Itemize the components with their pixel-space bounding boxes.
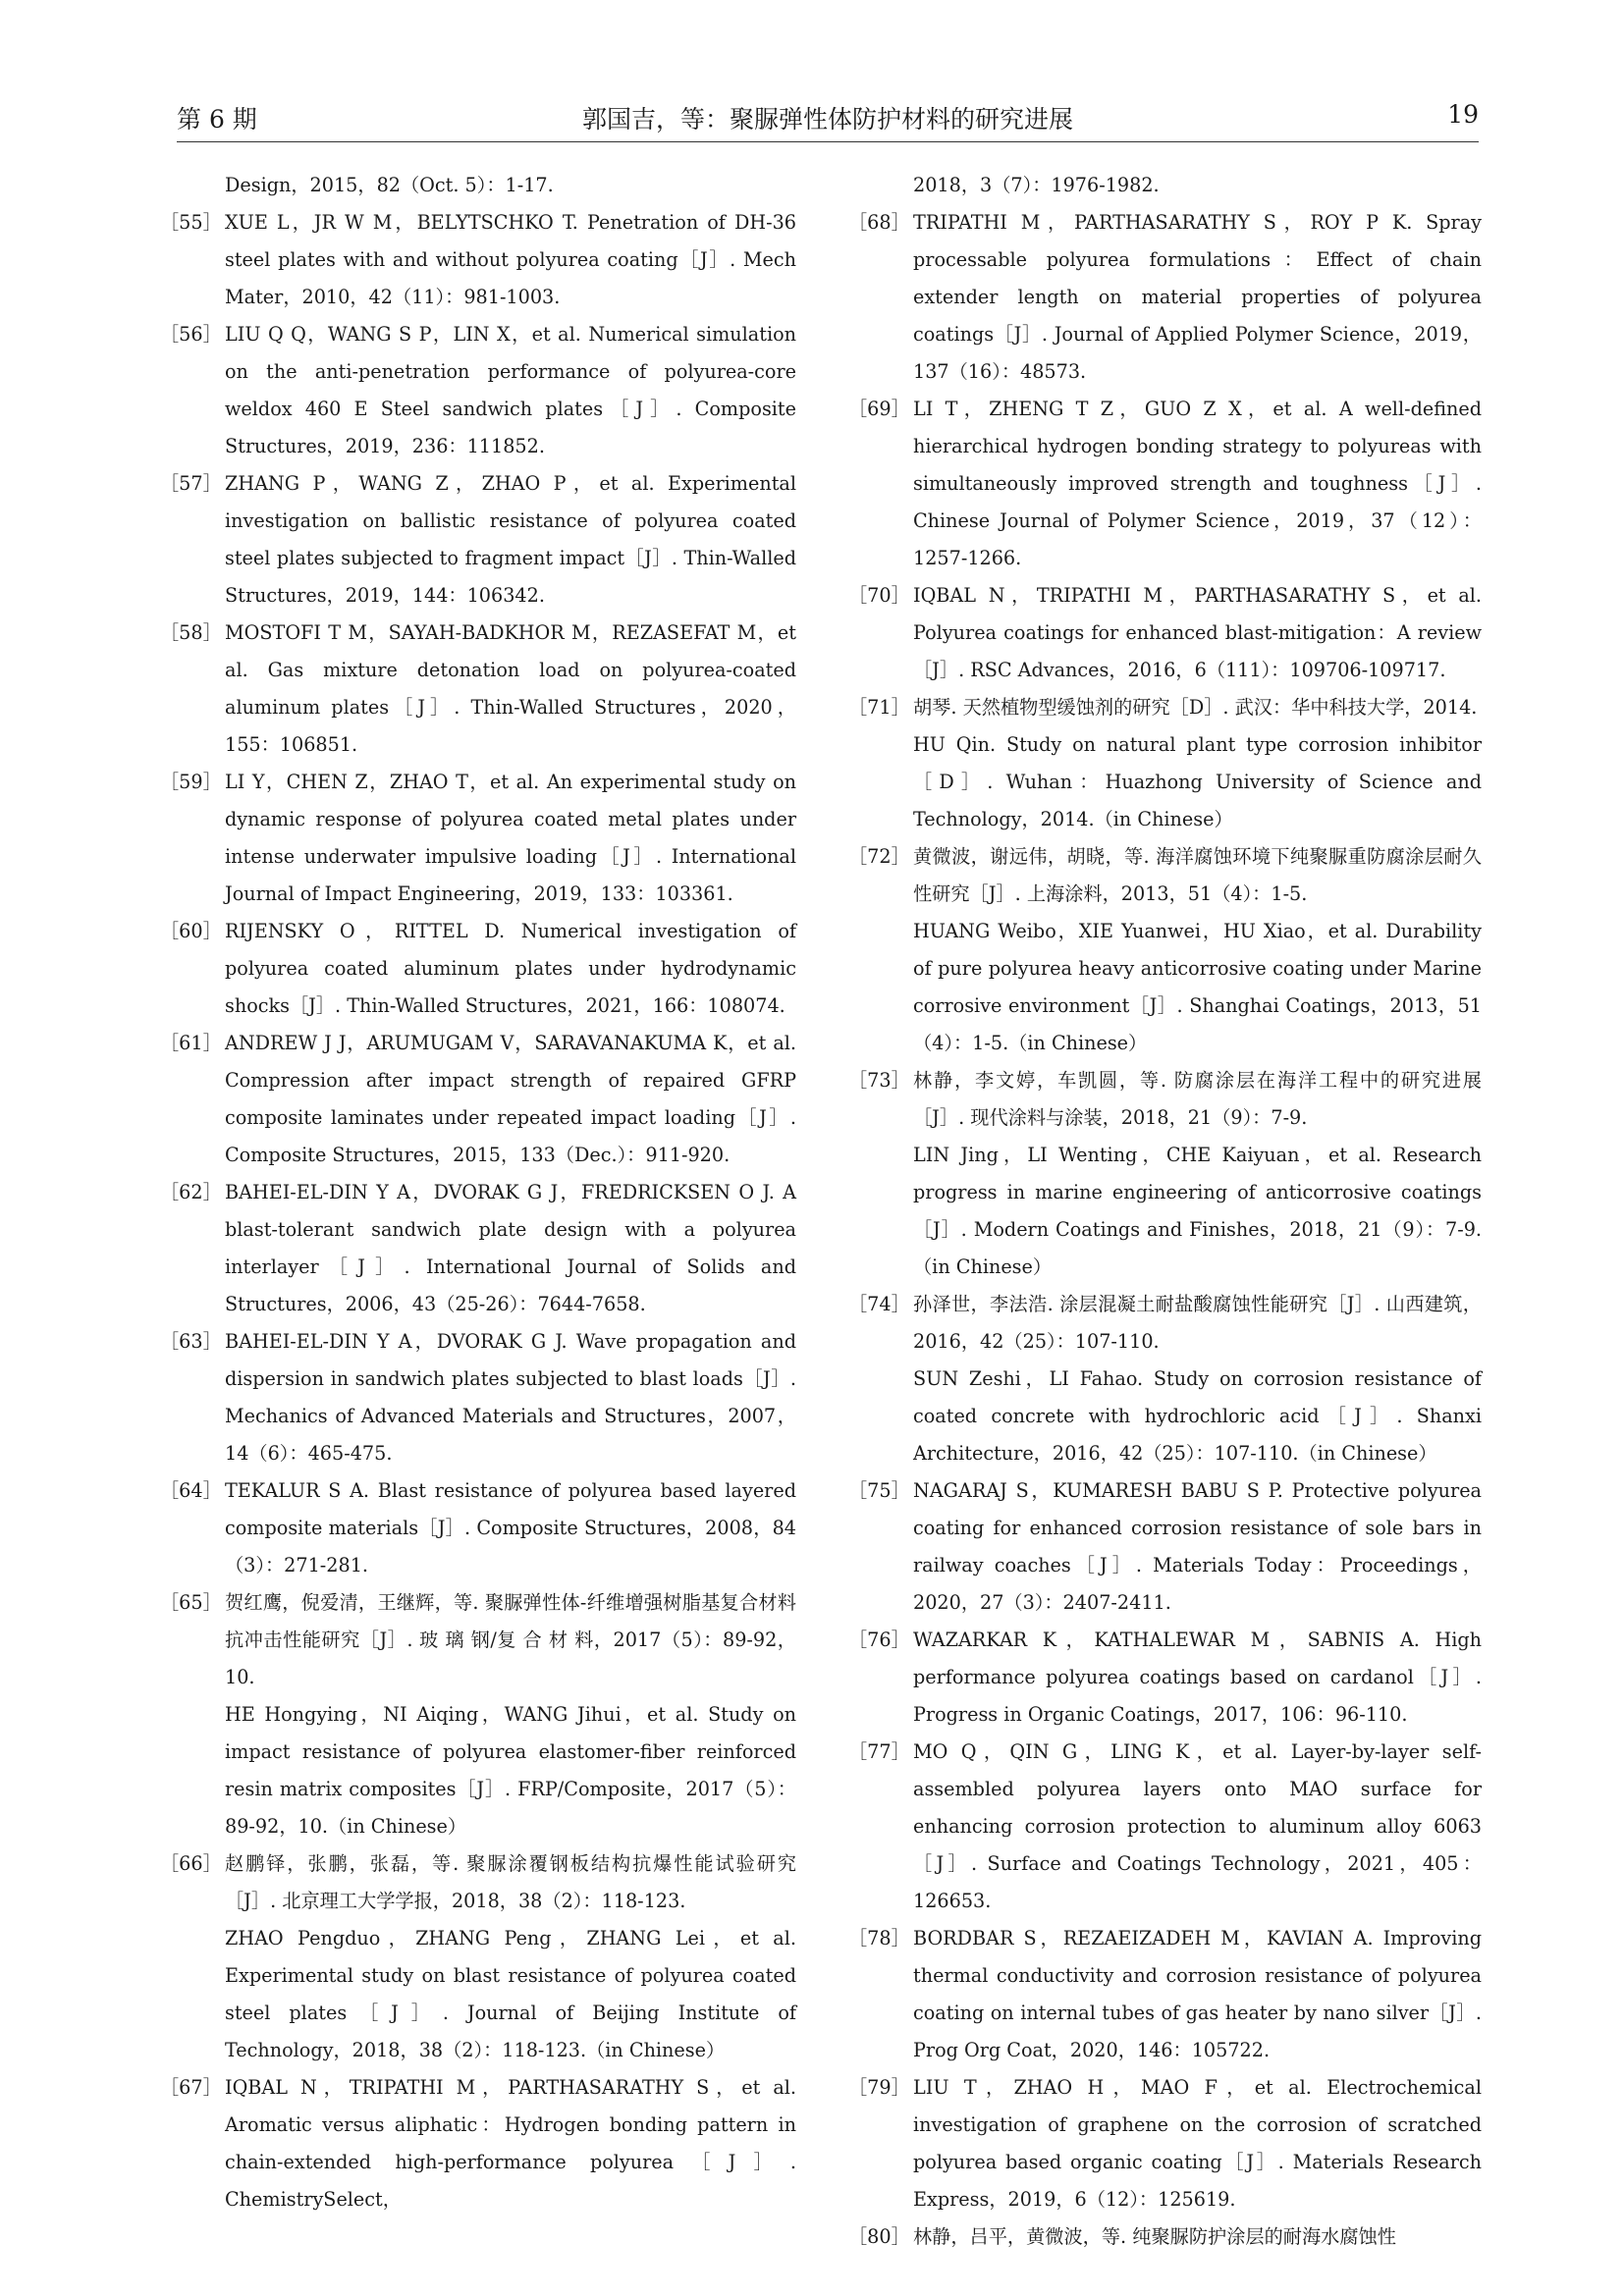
reference-line: MO Q，QIN G，LING K，et al. Layer-by-layer self-assembled polyurea layers onto MAO surface for enhancing corrosion protection to aluminum alloy 6063［J］. Surface and Coatings Technology，2021，405：126653. — [913, 1740, 1482, 1912]
reference-number: ［71］ — [848, 696, 910, 719]
reference-number: ［62］ — [160, 1181, 222, 1203]
reference-number: ［65］ — [160, 1591, 222, 1614]
reference-text — [913, 1472, 1482, 1622]
reference-entry — [160, 1323, 796, 1472]
reference-number: ［74］ — [848, 1293, 910, 1315]
reference-continuation: 2018，3（7）：1976-1982. — [913, 174, 1160, 196]
reference-text — [225, 2069, 796, 2218]
reference-line: BAHEI-EL-DIN Y A，DVORAK G J. Wave propagation and dispersion in sandwich plates subjected to blast loads［J］. Mechanics of Advanced Materials and Structures，2007，14（6）：465-475. — [225, 1330, 796, 1465]
right-column — [848, 167, 1482, 2256]
reference-text — [913, 391, 1482, 577]
reference-line: 黄微波，谢远伟，胡晓，等. 海洋腐蚀环境下纯聚脲重防腐涂层耐久性研究［J］. 上海涂料，2013，51（4）：1-5. — [913, 845, 1482, 905]
reference-line: 贺红鹰，倪爱清，王继辉，等. 聚脲弹性体-纤维增强树脂基复合材料抗冲击性能研究［J］. 玻 璃 钢/复 合 材 料，2017（5）：89-92，10. — [225, 1591, 796, 1688]
reference-entry — [848, 838, 1482, 1062]
reference-line: WAZARKAR K，KATHALEWAR M，SABNIS A. High performance polyurea coatings based on cardanol［J］. Progress in Organic Coatings，2017，106：96-110. — [913, 1629, 1482, 1726]
reference-line: HUANG Weibo，XIE Yuanwei，HU Xiao，et al. Durability of pure polyurea heavy anticorrosive coating under Marine corrosive environment［J］. Shanghai Coatings，2013，51（4）：1-5.（in Chinese） — [913, 920, 1482, 1054]
reference-text — [225, 1584, 796, 1845]
reference-line: BAHEI-EL-DIN Y A，DVORAK G J，FREDRICKSEN O J. A blast-tolerant sandwich plate design with a polyurea interlayer［J］. International Journal of Solids and Structures，2006，43（25-26）：7644-7658. — [225, 1181, 796, 1315]
reference-number: ［56］ — [160, 323, 222, 346]
reference-line: ZHAO Pengduo，ZHANG Peng，ZHANG Lei，et al. Experimental study on blast resistance of polyurea coated steel plates［J］. Journal of Beijing Institute of Technology，2018，38（2）：118-123.（in Chinese） — [225, 1927, 796, 2061]
reference-entry — [160, 2069, 796, 2218]
reference-line: ZHANG P，WANG Z，ZHAO P，et al. Experimental investigation on ballistic resistance of polyurea coated steel plates subjected to fragment impact［J］. Thin-Walled Structures，2019，144：106342. — [225, 472, 796, 607]
reference-list-left — [160, 204, 796, 2218]
reference-line: LIN Jing，LI Wenting，CHE Kaiyuan，et al. Research progress in marine engineering of anticorrosive coatings［J］. Modern Coatings and Finishes，2018，21（9）：7-9.（in Chinese） — [913, 1144, 1482, 1278]
running-header — [177, 94, 1479, 142]
reference-entry — [160, 1845, 796, 2069]
reference-entry — [848, 204, 1482, 391]
reference-entry — [160, 1174, 796, 1323]
reference-line: 孙泽世，李法浩. 涂层混凝土耐盐酸腐蚀性能研究［J］. 山西建筑，2016，42（25）：107-110. — [913, 1293, 1482, 1353]
reference-text — [225, 1174, 796, 1323]
reference-entry — [848, 1734, 1482, 1920]
reference-entry — [848, 2069, 1482, 2218]
reference-number: ［61］ — [160, 1032, 222, 1054]
reference-line: LI T，ZHENG T Z，GUO Z X，et al. A well-defined hierarchical hydrogen bonding strategy to polyureas with simultaneously improved strength and toughness［J］. Chinese Journal of Polymer Science，2019，37（12）：1257-1266. — [913, 398, 1482, 569]
running-title: 郭国吉，等：聚脲弹性体防护材料的研究进展 — [581, 105, 1073, 133]
reference-entry — [160, 1025, 796, 1174]
reference-line: TEKALUR S A. Blast resistance of polyurea based layered composite materials［J］. Composite Structures，2008，84（3）：271-281. — [225, 1479, 796, 1576]
reference-line: TRIPATHI M，PARTHASARATHY S，ROY P K. Spray processable polyurea formulations：Effect of chain extender length on material properties of polyurea coatings［J］. Journal of Applied Polymer Science，2019，137（16）：48573. — [913, 211, 1482, 383]
reference-entry — [160, 204, 796, 316]
reference-text — [225, 465, 796, 614]
reference-line: 林静，吕平，黄微波，等. 纯聚脲防护涂层的耐海水腐蚀性 — [913, 2225, 1396, 2248]
reference-line: 林静，李文婷，车凯圆，等. 防腐涂层在海洋工程中的研究进展［J］. 现代涂料与涂装，2018，21（9）：7-9. — [913, 1069, 1482, 1129]
reference-text — [225, 614, 796, 764]
reference-line: 赵鹏铎，张鹏，张磊，等. 聚脲涂覆钢板结构抗爆性能试验研究［J］. 北京理工大学学报，2018，38（2）：118-123. — [225, 1852, 796, 1912]
reference-number: ［79］ — [848, 2076, 910, 2099]
left-column — [160, 167, 796, 2218]
reference-number: ［75］ — [848, 1479, 910, 1502]
reference-line: LIU T，ZHAO H，MAO F，et al. Electrochemical investigation of graphene on the corrosion of scratched polyurea based organic coating［J］. Materials Research Express，2019，6（12）：125619. — [913, 2076, 1482, 2211]
reference-number: ［73］ — [848, 1069, 910, 1092]
reference-entry — [848, 1472, 1482, 1622]
reference-line: ANDREW J J，ARUMUGAM V，SARAVANAKUMA K，et al. Compression after impact strength of repaired GFRP composite laminates under repeated impact loading［J］. Composite Structures，2015，133（Dec.）：911-920. — [225, 1032, 796, 1166]
reference-line: 胡琴. 天然植物型缓蚀剂的研究［D］. 武汉：华中科技大学，2014. — [913, 696, 1478, 719]
reference-line: BORDBAR S，REZAEIZADEH M，KAVIAN A. Improving thermal conductivity and corrosion resistance of polyurea coating on internal tubes of gas heater by nano silver［J］. Prog Org Coat，2020，146：105722. — [913, 1927, 1482, 2061]
reference-entry — [848, 689, 1482, 838]
reference-text — [225, 1323, 796, 1472]
issue-number: 第 6 期 — [177, 105, 257, 133]
reference-entry — [848, 1622, 1482, 1734]
reference-text — [913, 1622, 1482, 1734]
reference-text — [225, 913, 796, 1025]
reference-number: ［63］ — [160, 1330, 222, 1353]
reference-line: IQBAL N，TRIPATHI M，PARTHASARATHY S，et al. Polyurea coatings for enhanced blast-mitigation：A review［J］. RSC Advances，2016，6（111）：109706-109717. — [913, 584, 1482, 681]
reference-number: ［58］ — [160, 621, 222, 644]
reference-entry — [160, 1472, 796, 1584]
reference-entry — [160, 913, 796, 1025]
reference-line: HE Hongying，NI Aiqing，WANG Jihui，et al. Study on impact resistance of polyurea elastomer-fiber reinforced resin matrix composites［J］. FRP/Composite，2017（5）：89-92，10.（in Chinese） — [225, 1703, 796, 1838]
reference-number: ［69］ — [848, 398, 910, 420]
reference-text — [913, 204, 1482, 391]
reference-number: ［64］ — [160, 1479, 222, 1502]
reference-text — [913, 2069, 1482, 2218]
reference-line: LI Y，CHEN Z，ZHAO T，et al. An experimental study on dynamic response of polyurea coated metal plates under intense underwater impulsive loading［J］. International Journal of Impact Engineering，2019，133：103361. — [225, 771, 796, 905]
reference-text — [913, 577, 1482, 689]
reference-number: ［76］ — [848, 1629, 910, 1651]
reference-line: MOSTOFI T M，SAYAH-BADKHOR M，REZASEFAT M，et al. Gas mixture detonation load on polyurea-coated aluminum plates［J］. Thin-Walled Structures，2020，155：106851. — [225, 621, 796, 756]
reference-line: LIU Q Q，WANG S P，LIN X，et al. Numerical simulation on the anti-penetration performance of polyurea-core weldox 460 E Steel sandwich plates［J］. Composite Structures，2019，236：111852. — [225, 323, 796, 457]
reference-entry — [160, 1584, 796, 1845]
reference-entry — [848, 1286, 1482, 1472]
reference-line: HU Qin. Study on natural plant type corrosion inhibitor［D］. Wuhan：Huazhong University of Science and Technology，2014.（in Chinese） — [913, 733, 1482, 830]
reference-entry — [160, 316, 796, 465]
reference-text — [913, 1734, 1482, 1920]
reference-entry — [848, 391, 1482, 577]
reference-entry — [848, 1920, 1482, 2069]
reference-entry — [848, 577, 1482, 689]
reference-text — [225, 1845, 796, 2069]
reference-line: SUN Zeshi，LI Fahao. Study on corrosion resistance of coated concrete with hydrochloric acid［J］. Shanxi Architecture，2016，42（25）：107-110.（in Chinese） — [913, 1367, 1482, 1465]
reference-entry — [848, 2218, 1482, 2256]
page-number: 19 — [1447, 100, 1479, 129]
reference-number: ［72］ — [848, 845, 910, 868]
reference-number: ［77］ — [848, 1740, 910, 1763]
reference-number: ［66］ — [160, 1852, 222, 1875]
reference-text — [913, 1062, 1482, 1286]
reference-entry — [848, 1062, 1482, 1286]
reference-text — [913, 2218, 1482, 2256]
reference-number: ［67］ — [160, 2076, 222, 2099]
reference-text — [913, 1286, 1482, 1472]
reference-entry — [160, 764, 796, 913]
reference-number: ［59］ — [160, 771, 222, 793]
reference-line: IQBAL N，TRIPATHI M，PARTHASARATHY S，et al. Aromatic versus aliphatic：Hydrogen bonding pattern in chain-extended high-performance polyurea［J］. ChemistrySelect， — [225, 2076, 796, 2211]
reference-list-right — [848, 204, 1482, 2256]
reference-text — [913, 838, 1482, 1062]
reference-continuation: Design，2015，82（Oct. 5）：1-17. — [225, 174, 554, 196]
reference-entry — [160, 614, 796, 764]
reference-text — [913, 689, 1482, 838]
reference-number: ［60］ — [160, 920, 222, 942]
reference-number: ［68］ — [848, 211, 910, 234]
reference-number: ［55］ — [160, 211, 222, 234]
reference-entry — [160, 465, 796, 614]
reference-text — [225, 204, 796, 316]
reference-number: ［70］ — [848, 584, 910, 607]
reference-text — [225, 764, 796, 913]
reference-number: ［78］ — [848, 1927, 910, 1949]
reference-line: RIJENSKY O，RITTEL D. Numerical investigation of polyurea coated aluminum plates under hydrodynamic shocks［J］. Thin-Walled Structures，2021，166：108074. — [225, 920, 796, 1017]
reference-text — [225, 1025, 796, 1174]
reference-text — [225, 1472, 796, 1584]
reference-text — [913, 1920, 1482, 2069]
reference-number: ［57］ — [160, 472, 222, 495]
reference-number: ［80］ — [848, 2225, 910, 2248]
reference-line: NAGARAJ S，KUMARESH BABU S P. Protective polyurea coating for enhanced corrosion resistance of sole bars in railway coaches［J］. Materials Today：Proceedings，2020，27（3）：2407-2411. — [913, 1479, 1482, 1614]
reference-line: XUE L，JR W M，BELYTSCHKO T. Penetration of DH-36 steel plates with and without polyurea coating［J］. Mech Mater，2010，42（11）：981-1003. — [225, 211, 796, 308]
reference-text — [225, 316, 796, 465]
